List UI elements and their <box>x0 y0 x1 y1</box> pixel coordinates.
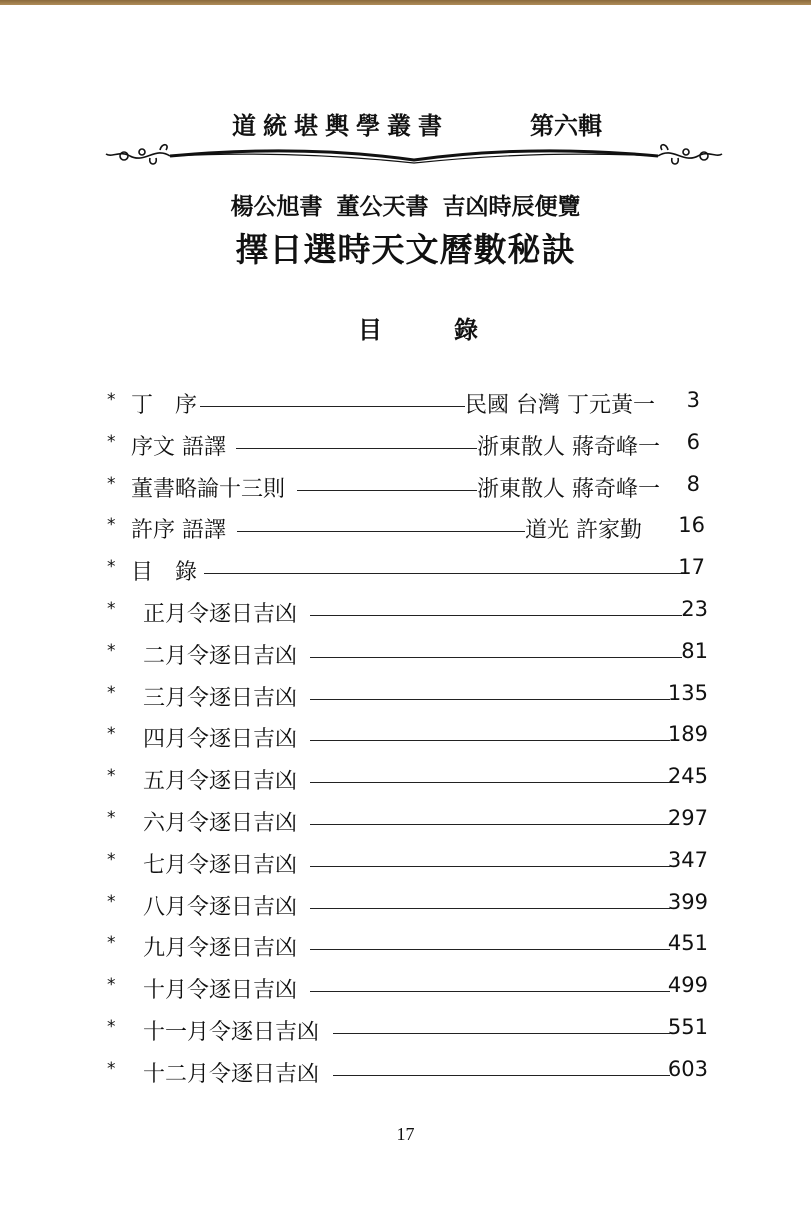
subtitle-part: 楊公旭書 <box>230 193 323 220</box>
toc-entry <box>0 764 811 804</box>
toc-entry-page: 399 <box>667 889 708 914</box>
toc-entry-page: 16 <box>678 513 705 538</box>
toc-bullet: * <box>107 933 116 954</box>
book-title: 擇日選時天文曆數秘訣 <box>235 230 576 269</box>
subtitle-part: 董公天書 <box>336 193 429 220</box>
toc-leader-line <box>310 699 670 700</box>
subtitle <box>0 188 811 221</box>
toc-leader-line <box>204 573 682 574</box>
toc-leader-line <box>310 908 670 909</box>
page-number: 17 <box>396 1124 415 1144</box>
toc-entry <box>0 806 811 846</box>
toc-entry <box>0 848 811 888</box>
toc-entry-page: 499 <box>667 973 708 998</box>
toc-bullet: * <box>107 1017 116 1037</box>
subtitle-part: 吉凶時辰便覽 <box>442 193 581 220</box>
toc-leader-line <box>333 1075 670 1076</box>
toc-entry <box>0 472 811 512</box>
toc-entry-title: 四月令逐日吉凶 <box>143 727 298 753</box>
toc-entry-page: 189 <box>667 722 708 747</box>
toc-heading-char: 錄 <box>454 316 478 344</box>
toc-entry-title: 十一月令逐日吉凶 <box>143 1020 320 1045</box>
toc-bullet: * <box>107 599 116 619</box>
toc-entry <box>0 555 811 595</box>
toc-entry <box>0 430 811 470</box>
toc-entry-page: 6 <box>686 429 700 454</box>
toc-leader-line <box>310 740 670 741</box>
toc-entry-author: 道光 許家勤 <box>525 518 642 544</box>
toc-entry <box>0 890 811 930</box>
toc-entry-title: 正月令逐日吉凶 <box>143 602 298 627</box>
toc-entry-page: 297 <box>667 806 708 830</box>
toc-entry <box>0 388 811 428</box>
toc-bullet: * <box>107 724 116 745</box>
toc-leader-line <box>310 824 670 825</box>
toc-entry-title: 三月令逐日吉凶 <box>143 685 298 711</box>
series-header <box>232 106 602 140</box>
toc-leader-line <box>200 406 465 407</box>
toc-bullet: * <box>107 515 116 536</box>
toc-bullet: * <box>107 640 116 661</box>
toc-entry-title: 九月令逐日吉凶 <box>143 936 298 962</box>
toc-entry-title: 十月令逐日吉凶 <box>143 978 298 1004</box>
toc-entry-author: 浙東散人 蔣奇峰一 <box>477 476 660 502</box>
toc-entry-title: 目 錄 <box>131 560 198 586</box>
toc-entry-page: 8 <box>686 471 700 496</box>
toc-entry-author: 民國 台灣 丁元黃一 <box>465 393 655 418</box>
toc-entry-page: 245 <box>667 764 708 789</box>
toc-entry <box>0 597 811 637</box>
toc-entry-title: 丁 序 <box>131 393 198 418</box>
toc-bullet: * <box>107 473 116 494</box>
toc-leader-line <box>310 949 670 950</box>
toc-entry-title: 二月令逐日吉凶 <box>143 643 298 669</box>
toc-bullet: * <box>107 891 116 912</box>
toc-bullet: * <box>107 808 116 828</box>
toc-bullet: * <box>107 849 116 870</box>
toc-entry <box>0 931 811 971</box>
ornament-divider <box>100 136 728 170</box>
toc-entry <box>0 1015 811 1055</box>
series-volume: 第六輯 <box>530 110 602 140</box>
toc-entry-title: 十二月令逐日吉凶 <box>143 1061 320 1087</box>
toc-heading-char: 目 <box>358 316 382 344</box>
series-name: 道統堪輿學叢書 <box>232 110 449 140</box>
toc-entry-title: 許序 語譯 <box>131 518 226 544</box>
toc-entry <box>0 513 811 553</box>
toc-entry-page: 135 <box>667 680 708 705</box>
toc-bullet: * <box>107 431 116 452</box>
toc-leader-line <box>310 866 670 867</box>
toc-entry-title: 六月令逐日吉凶 <box>143 811 298 836</box>
toc-entry-author: 浙東散人 蔣奇峰一 <box>477 434 660 460</box>
toc-entry <box>0 681 811 721</box>
toc-leader-line <box>237 531 525 532</box>
toc-leader-line <box>310 657 682 658</box>
toc-entry <box>0 1057 811 1097</box>
toc-entry-title: 序文 語譯 <box>131 434 226 460</box>
toc-entry-title: 八月令逐日吉凶 <box>143 894 298 920</box>
toc-leader-line <box>297 490 477 491</box>
toc-entry-page: 603 <box>667 1056 708 1081</box>
toc-heading <box>358 310 478 344</box>
toc-entry-page: 17 <box>678 555 705 580</box>
toc-leader-line <box>236 448 477 449</box>
toc-leader-line <box>333 1033 670 1034</box>
toc-entry-page: 3 <box>686 388 700 412</box>
toc-bullet: * <box>107 766 116 787</box>
toc-bullet: * <box>107 975 116 996</box>
top-border <box>0 0 811 5</box>
toc-entry-page: 347 <box>667 847 708 872</box>
toc-leader-line <box>310 615 682 616</box>
toc-bullet: * <box>107 557 116 578</box>
toc-entry-page: 81 <box>681 638 708 663</box>
toc-leader-line <box>310 991 670 992</box>
toc-entry <box>0 722 811 762</box>
toc-leader-line <box>310 782 670 783</box>
toc-entry <box>0 639 811 679</box>
toc-entry-title: 七月令逐日吉凶 <box>143 852 298 878</box>
toc-bullet: * <box>107 390 116 410</box>
toc-bullet: * <box>107 682 116 703</box>
toc-bullet: * <box>107 1058 116 1079</box>
toc-entry-page: 23 <box>681 597 708 621</box>
toc-entry-title: 董書略論十三則 <box>131 476 286 502</box>
toc-entry-page: 551 <box>667 1015 708 1039</box>
toc-entry-title: 五月令逐日吉凶 <box>143 769 298 795</box>
toc-entry-page: 451 <box>667 931 708 956</box>
toc-entry <box>0 973 811 1013</box>
